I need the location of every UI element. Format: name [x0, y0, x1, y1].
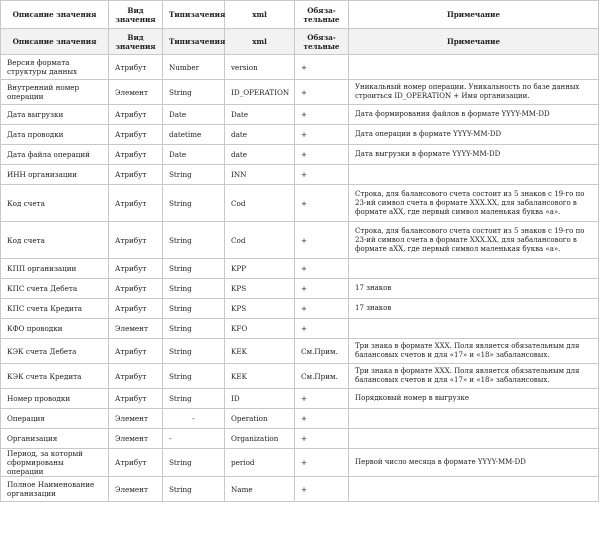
- cell-required: +: [295, 409, 349, 429]
- cell-required: +: [295, 259, 349, 279]
- cell-desc: Код счета: [1, 185, 109, 222]
- cell-type: String: [163, 364, 225, 389]
- cell-required: +: [295, 185, 349, 222]
- table-row: [1, 259, 599, 279]
- table-row: [1, 125, 599, 145]
- cell-xml: date: [225, 145, 295, 165]
- table-row: [1, 165, 599, 185]
- cell-desc: Версия формата структуры данных: [1, 55, 109, 80]
- cell-type: String: [163, 339, 225, 364]
- cell-xml: KEK: [225, 364, 295, 389]
- header-desc: Описание значения: [1, 29, 109, 55]
- cell-xml: Organization: [225, 429, 295, 449]
- cell-kind: Атрибут: [109, 165, 163, 185]
- cell-desc: Внутренний номер операции: [1, 80, 109, 105]
- cell-required: См.Прим.: [295, 364, 349, 389]
- cell-type: String: [163, 449, 225, 477]
- cell-desc: ИНН организации: [1, 165, 109, 185]
- cell-note: Дата формирования файлов в формате YYYY-MM-DD: [349, 105, 599, 125]
- table-row: [1, 145, 599, 165]
- cell-type: -: [163, 429, 225, 449]
- header-required: Обяза-тельные: [295, 29, 349, 55]
- table-row: [1, 364, 599, 389]
- table-row: [1, 389, 599, 409]
- cell-desc: Дата файла операций: [1, 145, 109, 165]
- cell-desc: Код счета: [1, 222, 109, 259]
- cell-kind: Атрибут: [109, 105, 163, 125]
- cell-note: [349, 165, 599, 185]
- cell-type: datetime: [163, 125, 225, 145]
- cell-required: +: [295, 55, 349, 80]
- cell-note: Строка, для балансового счета состоит из 5 знаков с 19-го по 23-ий символ счета в формате XXX.XX, для забалансового в формате aXX, где первый символ маленькая буква «а».: [349, 185, 599, 222]
- cell-type: -: [163, 409, 225, 429]
- header-note: Примечание: [349, 29, 599, 55]
- cell-note: Дата выгрузки в формате YYYY-MM-DD: [349, 145, 599, 165]
- cell-note: Строка, для балансового счета состоит из 5 знаков с 19-го по 23-ий символ счета в формате XXX.XX, для забалансового в формате aXX, где первый символ маленькая буква «а».: [349, 222, 599, 259]
- cell-xml: period: [225, 449, 295, 477]
- cell-note: [349, 429, 599, 449]
- cell-xml: date: [225, 125, 295, 145]
- table-row: [1, 339, 599, 364]
- cell-kind: Атрибут: [109, 279, 163, 299]
- cell-note: 17 знаков: [349, 279, 599, 299]
- cell-desc: КПС счета Кредита: [1, 299, 109, 319]
- cell-type: String: [163, 389, 225, 409]
- cell-desc: КФО проводки: [1, 319, 109, 339]
- cell-kind: Атрибут: [109, 222, 163, 259]
- cell-required: +: [295, 125, 349, 145]
- header-xml: xml: [225, 1, 295, 29]
- cell-note: [349, 319, 599, 339]
- cell-desc: КЭК счета Кредита: [1, 364, 109, 389]
- cell-required: +: [295, 145, 349, 165]
- table-row: [1, 80, 599, 105]
- table-row: [1, 279, 599, 299]
- cell-type: String: [163, 222, 225, 259]
- cell-kind: Элемент: [109, 319, 163, 339]
- cell-required: +: [295, 279, 349, 299]
- header-required: Обяза-тельные: [295, 1, 349, 29]
- cell-desc: Полное Наименование организации: [1, 477, 109, 502]
- cell-kind: Атрибут: [109, 449, 163, 477]
- table-row: [1, 222, 599, 259]
- cell-desc: Операция: [1, 409, 109, 429]
- cell-required: +: [295, 299, 349, 319]
- cell-note: Порядковый номер в выгрузке: [349, 389, 599, 409]
- cell-note: Три знака в формате XXX. Поля является обязательным для балансовых счетов и для «17» и «18» забалансовых.: [349, 339, 599, 364]
- header-row-top: [1, 1, 599, 29]
- cell-kind: Атрибут: [109, 364, 163, 389]
- table-row: [1, 185, 599, 222]
- cell-note: [349, 477, 599, 502]
- table-row: [1, 429, 599, 449]
- cell-desc: Номер проводки: [1, 389, 109, 409]
- header-note: Примечание: [349, 1, 599, 29]
- cell-xml: Date: [225, 105, 295, 125]
- cell-kind: Атрибут: [109, 389, 163, 409]
- table-row: [1, 449, 599, 477]
- cell-xml: ID_OPERATION: [225, 80, 295, 105]
- cell-kind: Элемент: [109, 429, 163, 449]
- cell-desc: КПС счета Дебета: [1, 279, 109, 299]
- cell-note: [349, 55, 599, 80]
- cell-type: String: [163, 185, 225, 222]
- cell-required: См.Прим.: [295, 339, 349, 364]
- cell-note: Уникальный номер операции. Уникальность по базе данных строиться ID_OPERATION + Имя организации.: [349, 80, 599, 105]
- cell-note: 17 знаков: [349, 299, 599, 319]
- cell-type: Number: [163, 55, 225, 80]
- cell-xml: Name: [225, 477, 295, 502]
- cell-required: +: [295, 477, 349, 502]
- cell-kind: Атрибут: [109, 259, 163, 279]
- cell-xml: KFO: [225, 319, 295, 339]
- cell-required: +: [295, 319, 349, 339]
- cell-kind: Элемент: [109, 80, 163, 105]
- cell-required: +: [295, 165, 349, 185]
- cell-xml: KPP: [225, 259, 295, 279]
- cell-xml: Cod: [225, 185, 295, 222]
- cell-type: Date: [163, 145, 225, 165]
- cell-desc: Дата проводки: [1, 125, 109, 145]
- header-kind: Вид значения: [109, 29, 163, 55]
- cell-desc: Организация: [1, 429, 109, 449]
- cell-desc: Период, за который сформированы операции: [1, 449, 109, 477]
- header-xml: xml: [225, 29, 295, 55]
- cell-xml: INN: [225, 165, 295, 185]
- table-row: [1, 299, 599, 319]
- table-row: [1, 105, 599, 125]
- cell-kind: Элемент: [109, 477, 163, 502]
- cell-xml: Operation: [225, 409, 295, 429]
- cell-required: +: [295, 80, 349, 105]
- cell-kind: Атрибут: [109, 185, 163, 222]
- cell-type: String: [163, 319, 225, 339]
- cell-kind: Атрибут: [109, 125, 163, 145]
- cell-note: Первой число месяца в формате YYYY-MM-DD: [349, 449, 599, 477]
- header-type: Типизачения: [163, 29, 225, 55]
- cell-note: [349, 409, 599, 429]
- table-row: [1, 409, 599, 429]
- cell-required: +: [295, 429, 349, 449]
- header-type: Типизачения: [163, 1, 225, 29]
- cell-xml: version: [225, 55, 295, 80]
- cell-xml: KPS: [225, 299, 295, 319]
- cell-xml: ID: [225, 389, 295, 409]
- cell-type: String: [163, 477, 225, 502]
- cell-note: [349, 259, 599, 279]
- cell-type: String: [163, 299, 225, 319]
- header-desc: Описание значения: [1, 1, 109, 29]
- cell-type: String: [163, 80, 225, 105]
- cell-xml: Cod: [225, 222, 295, 259]
- cell-xml: KPS: [225, 279, 295, 299]
- cell-type: String: [163, 279, 225, 299]
- cell-xml: KEK: [225, 339, 295, 364]
- cell-kind: Атрибут: [109, 299, 163, 319]
- header-row-second: [1, 29, 599, 55]
- cell-required: +: [295, 222, 349, 259]
- cell-kind: Атрибут: [109, 145, 163, 165]
- cell-required: +: [295, 389, 349, 409]
- cell-desc: КЭК счета Дебета: [1, 339, 109, 364]
- cell-required: +: [295, 449, 349, 477]
- table-row: [1, 55, 599, 80]
- cell-kind: Элемент: [109, 409, 163, 429]
- table-row: [1, 477, 599, 502]
- table-row: [1, 319, 599, 339]
- cell-note: Дата операции в формате YYYY-MM-DD: [349, 125, 599, 145]
- cell-kind: Атрибут: [109, 55, 163, 80]
- cell-desc: КПП организации: [1, 259, 109, 279]
- cell-kind: Атрибут: [109, 339, 163, 364]
- cell-type: String: [163, 259, 225, 279]
- cell-required: +: [295, 105, 349, 125]
- cell-type: Date: [163, 105, 225, 125]
- header-kind: Вид значения: [109, 1, 163, 29]
- cell-type: String: [163, 165, 225, 185]
- cell-desc: Дата выгрузки: [1, 105, 109, 125]
- cell-note: Три знака в формате XXX. Поля является обязательным для балансовых счетов и для «17» и «18» забалансовых.: [349, 364, 599, 389]
